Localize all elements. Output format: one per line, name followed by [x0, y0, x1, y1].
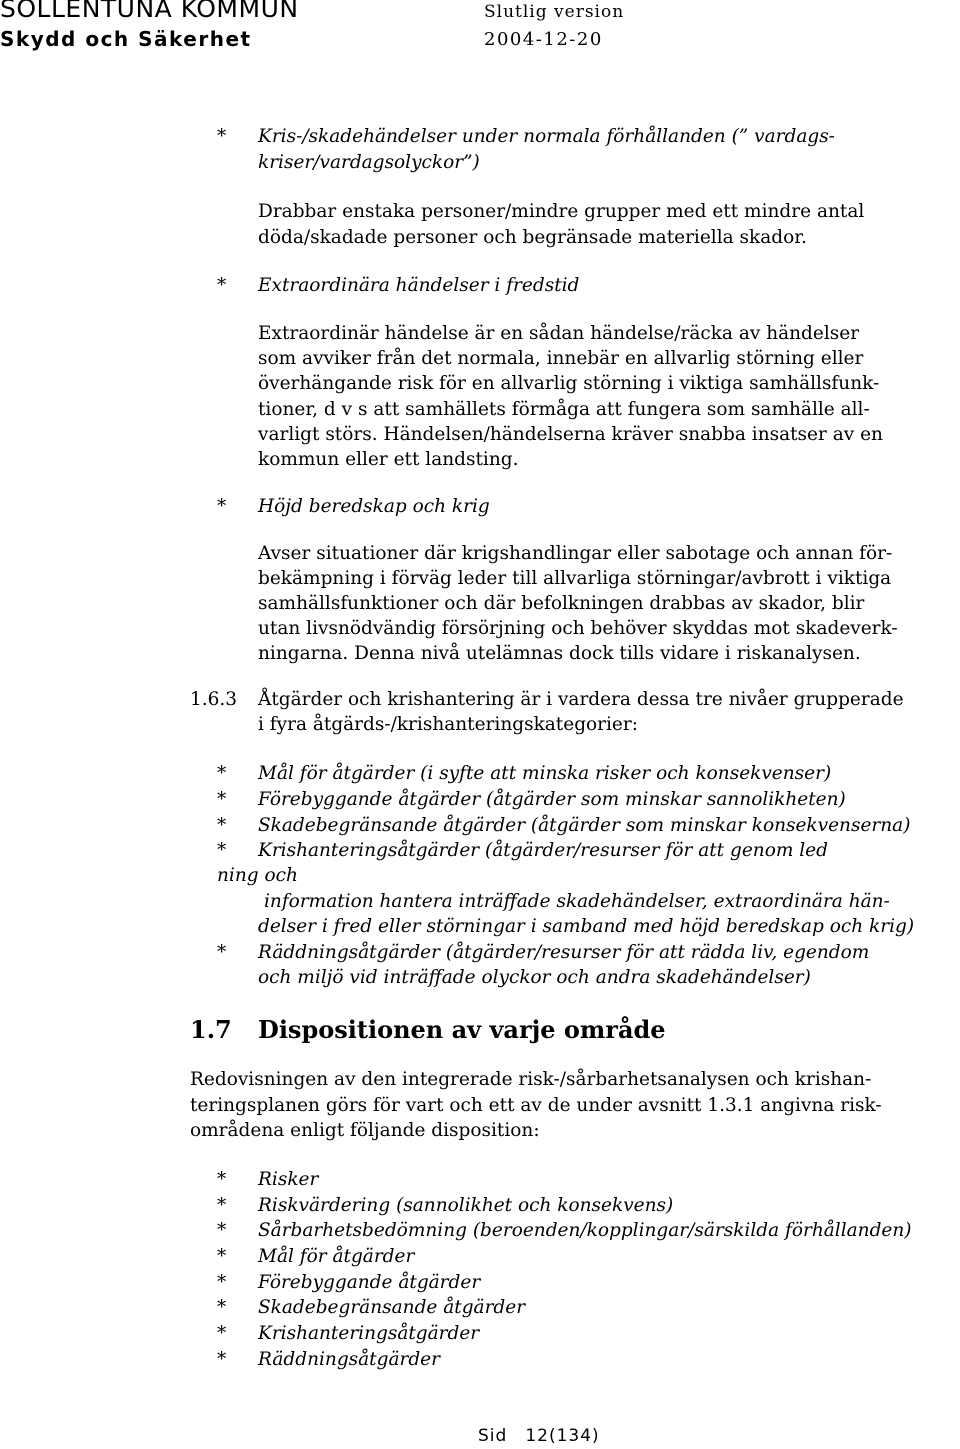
- bullet-marker: *: [217, 1195, 227, 1216]
- measure-item: Räddningsåtgärder (åtgärder/resurser för att rädda liv, egendom: [258, 942, 870, 963]
- section-number: 1.7: [190, 1015, 232, 1044]
- measure-item-cont: information hantera inträffade skadehändelser, extraordinära hän-: [264, 891, 890, 912]
- organization-name: SOLLENTUNA KOMMUN: [0, 0, 299, 23]
- section163-text-line1: Åtgärder och krishantering är i vardera dessa tre nivåer grupperade: [258, 689, 904, 710]
- measure-item: Skadebegränsande åtgärder (åtgärder som minskar konsekvenserna): [258, 815, 911, 836]
- bullet3-text-line: Avser situationer där krigshandlingar eller sabotage och annan för-: [258, 543, 893, 564]
- bullet-marker: *: [217, 840, 227, 861]
- bullet2-text-line: kommun eller ett landsting.: [258, 449, 519, 470]
- bullet-marker: *: [217, 763, 227, 784]
- bullet1-text-line1: Drabbar enstaka personer/mindre grupper med ett mindre antal: [258, 201, 865, 222]
- disposition-item: Risker: [258, 1169, 319, 1190]
- document-date: 2004-12-20: [484, 29, 603, 50]
- page-number: 12(134): [525, 1426, 600, 1446]
- section17-text-line: teringsplanen görs för vart och ett av de under avsnitt 1.3.1 angivna risk-: [190, 1095, 882, 1116]
- section-number: 1.6.3: [190, 689, 238, 710]
- bullet-marker: *: [217, 1246, 227, 1267]
- bullet-marker: *: [217, 1272, 227, 1293]
- document-version: Slutlig version: [484, 2, 625, 22]
- bullet-marker: *: [217, 815, 227, 836]
- bullet-marker: *: [217, 1323, 227, 1344]
- bullet-marker: *: [217, 789, 227, 810]
- section17-text-line: Redovisningen av den integrerade risk-/sårbarhetsanalysen och krishan-: [190, 1069, 872, 1090]
- disposition-item: Krishanteringsåtgärder: [258, 1323, 480, 1344]
- disposition-item: Mål för åtgärder: [258, 1246, 415, 1267]
- bullet3-text-line: utan livsnödvändig försörjning och behöver skyddas mot skadeverk-: [258, 618, 898, 639]
- bullet-marker: *: [217, 942, 227, 963]
- bullet-marker: *: [217, 496, 227, 517]
- bullet1-text-line2: döda/skadade personer och begränsade materiella skador.: [258, 227, 807, 248]
- bullet-marker: *: [217, 1349, 227, 1370]
- page-footer: [478, 1426, 618, 1446]
- disposition-item: Räddningsåtgärder: [258, 1349, 440, 1370]
- bullet3-text-line: bekämpning i förväg leder till allvarliga störningar/avbrott i viktiga: [258, 568, 892, 589]
- bullet-marker: *: [217, 1297, 227, 1318]
- measure-item: Mål för åtgärder (i syfte att minska risker och konsekvenser): [258, 763, 832, 784]
- bullet-marker: *: [217, 1169, 227, 1190]
- section163-text-line2: i fyra åtgärds-/krishanteringskategorier:: [258, 714, 638, 735]
- disposition-item: Riskvärdering (sannolikhet och konsekvens): [258, 1195, 674, 1216]
- bullet2-text-line: tioner, d v s att samhällets förmåga att fungera som samhälle all-: [258, 399, 870, 420]
- bullet2-title: Extraordinära händelser i fredstid: [258, 275, 580, 296]
- section17-text-line: områdena enligt följande disposition:: [190, 1120, 540, 1141]
- disposition-item: Sårbarhetsbedömning (beroenden/kopplingar/särskilda förhållanden): [258, 1220, 912, 1241]
- bullet2-text-line: Extraordinär händelse är en sådan händelse/räcka av händelser: [258, 323, 860, 344]
- bullet2-text-line: överhängande risk för en allvarlig störning i viktiga samhällsfunk-: [258, 373, 880, 394]
- measure-item: Krishanteringsåtgärder (åtgärder/resurser för att genom led: [258, 840, 828, 861]
- bullet1-title-line2: kriser/vardagsolyckor”): [258, 152, 480, 173]
- bullet2-text-line: varligt störs. Händelsen/händelserna kräver snabba insatser av en: [258, 424, 883, 445]
- disposition-item: Förebyggande åtgärder: [258, 1272, 481, 1293]
- bullet3-text-line: samhällsfunktioner och där befolkningen drabbas av skador, blir: [258, 593, 865, 614]
- disposition-item: Skadebegränsande åtgärder: [258, 1297, 526, 1318]
- bullet-marker: *: [217, 126, 227, 147]
- measure-item-cont: och miljö vid inträffade olyckor och andra skadehändelser): [258, 967, 811, 988]
- bullet2-text-line: som avviker från det normala, innebär en allvarlig störning eller: [258, 348, 864, 369]
- measure-item-cont: delser i fred eller störningar i samband med höjd beredskap och krig): [258, 916, 915, 937]
- page-label: Sid: [478, 1426, 508, 1446]
- bullet-marker: *: [217, 275, 227, 296]
- department-name: Skydd och Säkerhet: [0, 27, 252, 51]
- bullet1-title-line1: Kris-/skadehändelser under normala förhållanden (” vardags-: [258, 126, 835, 147]
- measure-item-wrap: ning och: [217, 865, 298, 886]
- bullet3-text-line: ningarna. Denna nivå utelämnas dock tills vidare i riskanalysen.: [258, 643, 861, 664]
- bullet-marker: *: [217, 1220, 227, 1241]
- measure-item: Förebyggande åtgärder (åtgärder som minskar sannolikheten): [258, 789, 846, 810]
- section-heading: Dispositionen av varje område: [258, 1015, 666, 1044]
- bullet3-title: Höjd beredskap och krig: [258, 496, 490, 517]
